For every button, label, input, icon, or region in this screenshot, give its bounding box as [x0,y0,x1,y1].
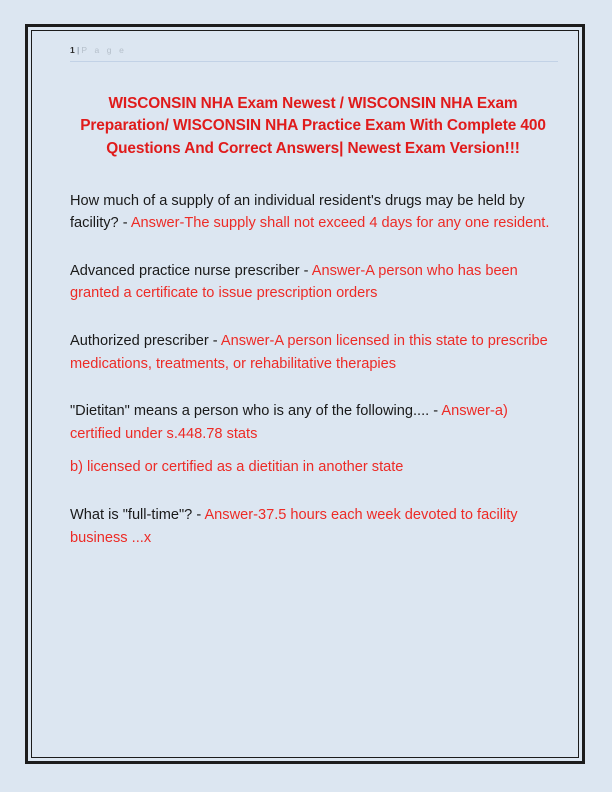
question-text: What is "full-time"? - [70,507,205,523]
answer-text: Answer-a) certified under s.448.78 stats [70,403,508,442]
answer-text: Answer-A person licensed in this state to prescribe medications, treatments, or rehabilitative therapies [70,332,548,372]
header-page-number: 1 [70,45,76,55]
question-text: Authorized prescriber - [70,332,221,349]
qa-paragraph [70,504,558,549]
header-page-label: P a g e [81,45,127,55]
qa-block [70,190,558,235]
document-page-inner-border [31,30,579,758]
qa-list [70,190,558,550]
qa-block [70,400,558,479]
question-text: How much of a supply of an individual resident's drugs may be held by facility? - [70,192,525,232]
qa-block [70,504,558,549]
qa-block [70,330,558,375]
question-text: "Dietitan" means a person who is any of the following.... - [70,403,442,420]
answer-text: Answer-37.5 hours each week devoted to facility business ...x [70,507,518,546]
qa-paragraph [70,400,558,445]
qa-block [70,260,558,305]
answer-text: Answer-A person who has been granted a certificate to issue prescription orders [70,262,518,302]
header-separator: | [77,45,80,55]
qa-paragraph [70,190,558,235]
qa-paragraph [70,330,558,375]
page-header [70,40,558,62]
answer-text: Answer-The supply shall not exceed 4 days for any one resident. [130,215,550,232]
document-page-border [25,24,585,764]
qa-paragraph [70,260,558,305]
answer-continuation-text: b) licensed or certified as a dietitian in another state [70,459,404,476]
document-content [32,31,578,757]
question-text: Advanced practice nurse prescriber - [70,262,312,279]
page-title: WISCONSIN NHA Exam Newest / WISCONSIN NHA Exam Preparation/ WISCONSIN NHA Practice Exam With Complete 400 Questions And Correct Answers| Newest Exam Version!!! [80,94,546,157]
